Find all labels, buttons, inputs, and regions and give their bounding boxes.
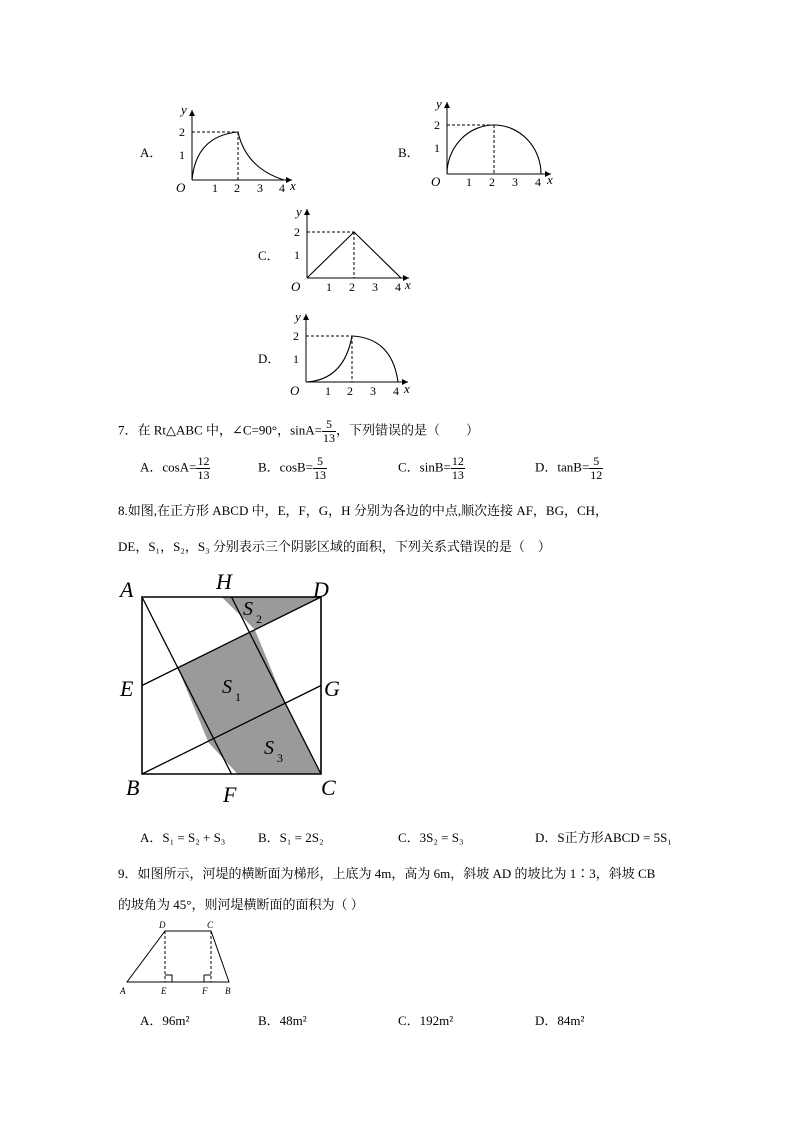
q7-option-b[interactable]: B．cosB= $\frac{5}{13}$ [258,454,327,482]
svg-text:E: E [161,986,167,996]
option-d-label: D． [258,351,281,366]
svg-text:2: 2 [347,384,353,398]
option-a-label: A． [140,145,163,160]
question-9-line-2: 的坡角为 45°，则河堤横断面的面积为（ ） [118,897,364,912]
svg-text:2: 2 [349,280,355,294]
svg-text:2: 2 [489,175,495,189]
svg-text:S: S [264,737,274,759]
origin-label: O [176,180,186,195]
svg-text:S: S [243,598,253,620]
svg-text:D: D [313,577,329,602]
svg-text:2: 2 [234,181,240,195]
q9-option-a[interactable]: A．96m² [140,1013,190,1028]
svg-text:4: 4 [535,175,541,189]
svg-text:G: G [324,676,340,701]
svg-text:2: 2 [256,612,262,626]
question-8-line-1: 8.如图,在正方形 ABCD 中，E，F，G，H 分别为各边的中点,顺次连接 AF，BG，CH， [118,503,609,518]
svg-text:H: H [216,569,232,594]
svg-text:1: 1 [293,352,299,366]
svg-text:B: B [126,775,140,800]
svg-text:3: 3 [257,181,263,195]
graph-option-b [425,94,560,194]
q7-option-d[interactable]: D．tanB= $\frac{5}{12}$ [535,454,603,482]
svg-text:1: 1 [466,175,472,189]
svg-text:y: y [436,96,442,111]
svg-text:y: y [296,204,302,219]
square-figure [110,565,370,810]
graph-option-d [284,308,419,403]
q8-option-b[interactable]: B．S₁ = 2S₂ [258,830,324,845]
svg-text:y: y [295,309,301,324]
svg-text:3: 3 [512,175,518,189]
svg-text:1: 1 [326,280,332,294]
svg-text:2: 2 [293,329,299,343]
question-7-stem: 7．在 Rt△ABC 中，∠C=90°，sinA= $\frac{5}{13}$ ，下列错误的是（ ） [118,417,480,445]
q9-option-c[interactable]: C．192m² [398,1013,454,1028]
graph-option-c [285,203,420,300]
question-9-line-1: 9．如图所示，河堤的横断面为梯形，上底为 4m，高为 6m，斜坡 AD 的坡比为 1∶3，斜坡 CB [118,866,656,881]
svg-text:3: 3 [277,751,283,765]
option-c-label: C． [258,248,280,263]
question-8-line-2: DE，S₁，S₂，S₃ 分别表示三个阴影区域的面积，下列关系式错误的是（ ） [118,539,551,554]
svg-text:O: O [431,174,441,189]
svg-text:D: D [159,920,166,930]
svg-text:S: S [222,676,232,698]
svg-text:1: 1 [434,141,440,155]
svg-text:x: x [405,277,411,292]
svg-text:1: 1 [235,690,241,704]
svg-text:F: F [202,986,208,996]
svg-text:4: 4 [279,181,285,195]
q9-option-d[interactable]: D．84m² [535,1013,585,1028]
x-axis-label: x [290,178,296,193]
svg-text:x: x [547,172,553,187]
q7-option-c[interactable]: C．sinB= $\frac{12}{13}$ [398,454,464,482]
svg-text:E: E [120,676,134,701]
svg-text:O: O [290,383,300,398]
q8-option-c[interactable]: C．3S₂ = S₃ [398,830,464,845]
svg-text:C: C [321,775,336,800]
q7-option-a[interactable]: A．cosA= $\frac{12}{13}$ [140,454,210,482]
svg-text:2: 2 [294,225,300,239]
trapezoid-figure [115,918,245,1000]
svg-text:A: A [120,986,126,996]
svg-text:2: 2 [434,118,440,132]
q9-option-b[interactable]: B．48m² [258,1013,307,1028]
q8-option-d[interactable]: D．S正方形ABCD = 5S₁ [535,830,672,845]
svg-text:B: B [225,986,231,996]
svg-text:1: 1 [179,148,185,162]
svg-text:1: 1 [212,181,218,195]
svg-text:A: A [120,577,134,602]
svg-text:O: O [291,279,301,294]
svg-text:4: 4 [393,384,399,398]
svg-text:x: x [404,381,410,396]
svg-text:3: 3 [370,384,376,398]
svg-text:4: 4 [395,280,401,294]
svg-text:1: 1 [325,384,331,398]
svg-text:F: F [223,782,237,807]
svg-text:2: 2 [179,125,185,139]
y-axis-label: y [181,102,187,117]
graph-option-a [170,100,300,195]
svg-text:1: 1 [294,248,300,262]
option-b-label: B． [398,145,420,160]
q8-option-a[interactable]: A．S₁ = S₂ + S₃ [140,830,226,845]
svg-text:C: C [207,920,214,930]
shaded-s2 [222,597,321,629]
svg-text:3: 3 [372,280,378,294]
